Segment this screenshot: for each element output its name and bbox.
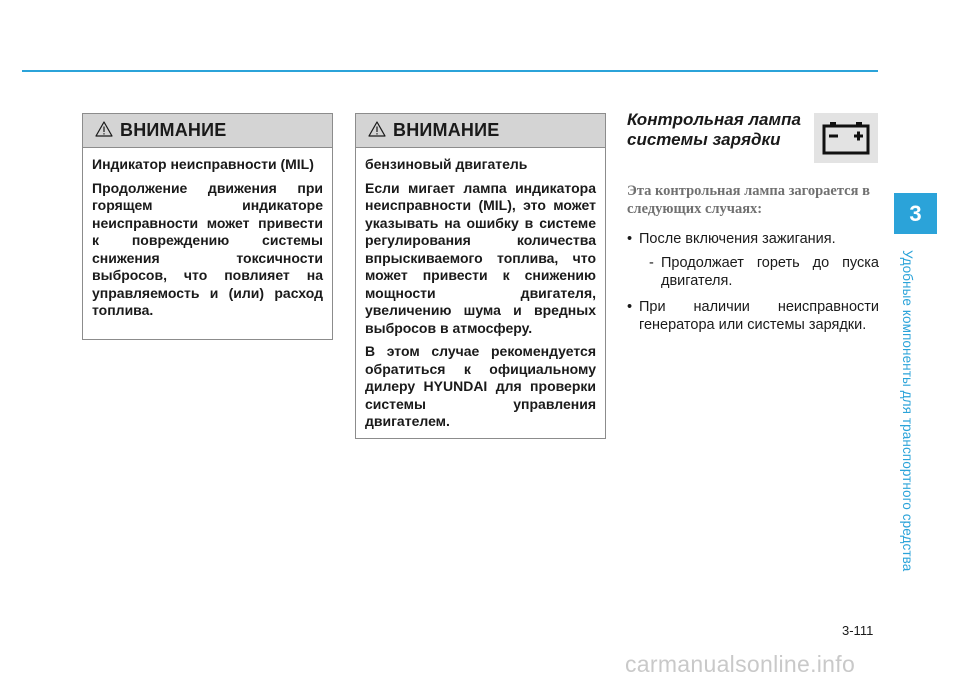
warning-triangle-icon	[368, 121, 386, 137]
bullet-glyph: •	[627, 299, 633, 315]
warning-subtitle: бензиновый двигатель	[365, 156, 528, 172]
warning-header	[356, 114, 605, 148]
section-title: Контрольная лампа системы зарядки	[627, 110, 801, 149]
warning-subtitle: Индикатор неисправности (MIL)	[92, 156, 314, 172]
list-item	[627, 298, 879, 334]
sub-list-item-text: Продолжает гореть до пуска двигателя.	[661, 255, 879, 289]
warning-header	[83, 114, 332, 148]
warning-box-gasoline-engine	[355, 113, 606, 439]
bullet-glyph: •	[627, 231, 633, 247]
battery-warning-lamp-icon	[821, 120, 871, 156]
warning-title: ВНИМАНИЕ	[120, 120, 227, 140]
warning-box-mil	[82, 113, 333, 340]
warning-text: Продолжение движения при горящем индикаторе неисправности может привести к повреждению системы снижения токсичности выбросов, что повлияет на управляемость и (или) расход топлива.	[92, 179, 323, 318]
battery-icon	[814, 113, 878, 163]
list-item	[627, 230, 879, 290]
warning-title: ВНИМАНИЕ	[393, 120, 500, 140]
chapter-side-title: Удобные компоненты для транспортного средства	[900, 250, 915, 572]
page-number: 3-111	[842, 623, 874, 638]
top-rule	[22, 70, 878, 72]
sub-list-item	[639, 254, 879, 290]
list-item-text: После включения зажигания.	[639, 231, 836, 247]
warning-body	[83, 148, 332, 336]
warning-text: В этом случае рекомендуется обратиться к официальному дилеру HYUNDAI для проверки системы управления двигателем.	[365, 343, 596, 429]
warning-text: Если мигает лампа индикатора неисправности (MIL), это может указывать на ошибку в системе регулирования количества впрыскиваемого топлива, что может привести к снижению мощности двигателя, увеличению шума и вредных выбросов в атмосферу.	[365, 179, 596, 336]
warning-triangle-icon	[95, 121, 113, 137]
watermark: carmanualsonline.info	[625, 651, 856, 677]
section-intro: Эта контрольная лампа загорается в следующих случаях:	[627, 183, 870, 217]
list-item-text: При наличии неисправности генератора или системы зарядки.	[639, 299, 879, 333]
charging-lamp-section	[627, 110, 879, 334]
dash-glyph: -	[649, 255, 654, 271]
chapter-tab: 3	[894, 193, 937, 234]
warning-body	[356, 148, 605, 447]
condition-list	[627, 230, 879, 334]
